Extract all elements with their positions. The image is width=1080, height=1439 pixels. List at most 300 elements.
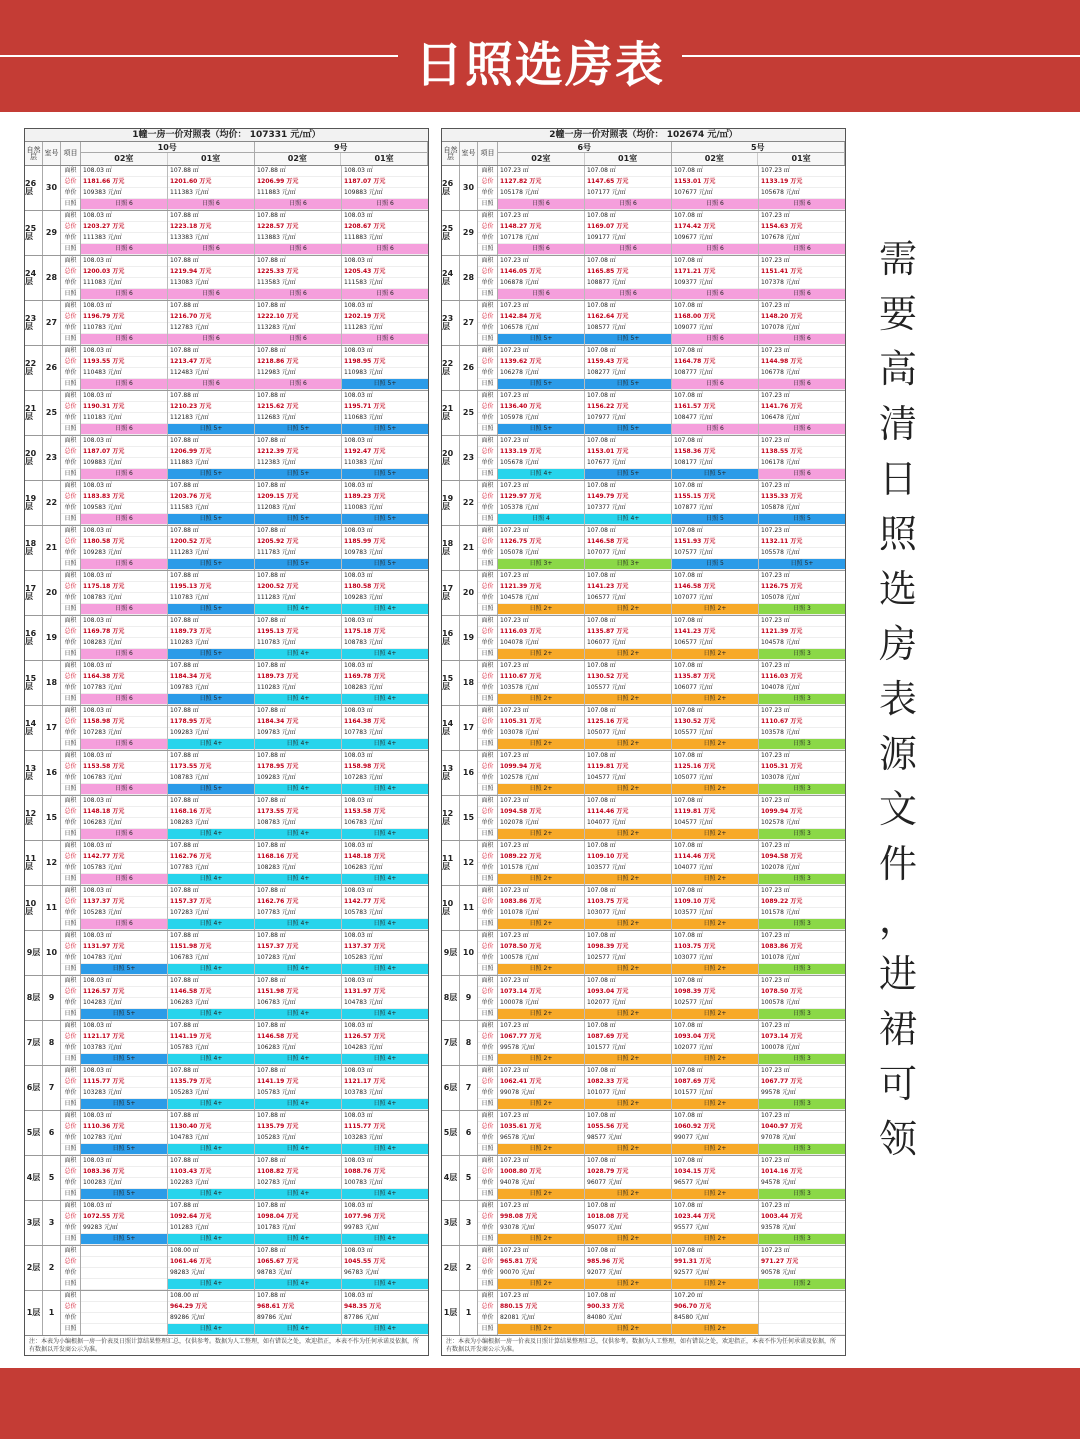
room-number: 28 bbox=[460, 256, 478, 300]
price-value: 1162.76 万元 bbox=[255, 897, 341, 908]
sun-label: 日照 bbox=[478, 514, 497, 525]
area-label: 面积 bbox=[478, 256, 497, 267]
area-value: 107.23 ㎡ bbox=[759, 211, 845, 222]
unit-price-value: 112983 元/㎡ bbox=[255, 368, 341, 379]
unit-cells bbox=[498, 481, 845, 525]
unit-price-value: 103578 元/㎡ bbox=[759, 728, 845, 739]
unit-price-value: 104783 元/㎡ bbox=[81, 953, 167, 964]
price-value: 1162.64 万元 bbox=[585, 312, 671, 323]
floor-label: 20层 bbox=[442, 436, 460, 480]
unit-cell bbox=[585, 796, 672, 840]
unit-cell bbox=[585, 481, 672, 525]
building-2-price-table bbox=[441, 128, 846, 1356]
unit-price-value: 100078 元/㎡ bbox=[498, 998, 584, 1009]
price-value: 1109.10 万元 bbox=[585, 852, 671, 863]
row-item-labels bbox=[478, 1246, 498, 1290]
unit-cell bbox=[759, 1201, 845, 1245]
room-number: 7 bbox=[43, 1066, 61, 1110]
floor-label: 21层 bbox=[442, 391, 460, 435]
unit-cells bbox=[498, 166, 845, 210]
price-value: 1141.23 万元 bbox=[672, 627, 758, 638]
area-value: 108.03 ㎡ bbox=[342, 346, 428, 357]
area-value: 108.03 ㎡ bbox=[342, 706, 428, 717]
area-value: 107.23 ㎡ bbox=[498, 796, 584, 807]
area-value: 107.88 ㎡ bbox=[255, 166, 341, 177]
unit-cell bbox=[672, 481, 759, 525]
room-number: 23 bbox=[460, 436, 478, 480]
price-label: 总价 bbox=[61, 762, 80, 773]
sun-hours-badge: 日照 2+ bbox=[585, 964, 671, 975]
unit-price-value: 106283 元/㎡ bbox=[342, 863, 428, 874]
area-label: 面积 bbox=[61, 661, 80, 672]
sun-hours-badge: 日照 6 bbox=[672, 199, 758, 210]
price-value: 1164.38 万元 bbox=[81, 672, 167, 683]
price-value: 1146.58 万元 bbox=[585, 537, 671, 548]
price-value: 1087.69 万元 bbox=[585, 1032, 671, 1043]
table-title: 1幢一房一价对照表（均价： 107331 元/㎡） bbox=[25, 129, 428, 142]
price-value: 1151.41 万元 bbox=[759, 267, 845, 278]
unit-price-value: 109283 元/㎡ bbox=[168, 728, 254, 739]
price-label: 总价 bbox=[61, 1257, 80, 1268]
row-item-labels bbox=[478, 661, 498, 705]
price-value: 1055.56 万元 bbox=[585, 1122, 671, 1133]
price-value: 1157.37 万元 bbox=[168, 897, 254, 908]
unit-price-value: 109177 元/㎡ bbox=[585, 233, 671, 244]
unit-cells bbox=[81, 751, 428, 795]
row-item-labels bbox=[61, 571, 81, 615]
unit-cell bbox=[342, 166, 428, 210]
sun-hours-badge: 日照 5+ bbox=[168, 469, 254, 480]
unit-price-value: 109077 元/㎡ bbox=[672, 323, 758, 334]
sun-hours-badge: 日照 6 bbox=[81, 199, 167, 210]
area-value: 107.08 ㎡ bbox=[672, 526, 758, 537]
room-number: 30 bbox=[460, 166, 478, 210]
sun-hours-badge: 日照 6 bbox=[168, 379, 254, 390]
unit-cells bbox=[498, 436, 845, 480]
unit-headers bbox=[255, 153, 428, 165]
room-number: 10 bbox=[460, 931, 478, 975]
price-value: 1141.19 万元 bbox=[255, 1077, 341, 1088]
price-value: 1045.55 万元 bbox=[342, 1257, 428, 1268]
room-number: 1 bbox=[460, 1291, 478, 1335]
header-divider-right bbox=[682, 55, 1080, 57]
price-value: 1103.75 万元 bbox=[585, 897, 671, 908]
sun-hours-badge: 日照 6 bbox=[81, 289, 167, 300]
row-item-labels bbox=[61, 931, 81, 975]
unit-price-value: 106783 元/㎡ bbox=[168, 953, 254, 964]
floor-row bbox=[442, 301, 845, 346]
unit-price-value: 103078 元/㎡ bbox=[498, 728, 584, 739]
unit-cell bbox=[81, 256, 168, 300]
price-value: 1158.36 万元 bbox=[672, 447, 758, 458]
area-label: 面积 bbox=[61, 481, 80, 492]
sun-hours-badge: 日照 5+ bbox=[81, 964, 167, 975]
price-label: 总价 bbox=[478, 537, 497, 548]
unit-price-value: 107283 元/㎡ bbox=[342, 773, 428, 784]
price-label: 总价 bbox=[61, 1077, 80, 1088]
unit-price-value: 110183 元/㎡ bbox=[81, 413, 167, 424]
table-title: 2幢一房一价对照表（均价： 102674 元/㎡） bbox=[442, 129, 845, 142]
sun-hours-badge: 日照 2+ bbox=[585, 874, 671, 885]
unit-cells bbox=[81, 346, 428, 390]
sun-label: 日照 bbox=[61, 1279, 80, 1290]
price-value: 1169.78 万元 bbox=[342, 672, 428, 683]
price-value: 1094.58 万元 bbox=[498, 807, 584, 818]
unit-price-value: 99578 元/㎡ bbox=[498, 1043, 584, 1054]
row-item-labels bbox=[61, 256, 81, 300]
unit-price-value: 104283 元/㎡ bbox=[81, 998, 167, 1009]
floor-col-header: 自然层 bbox=[442, 142, 460, 165]
sun-hours-badge: 日照 6 bbox=[585, 244, 671, 255]
unit-price-value: 108283 元/㎡ bbox=[168, 818, 254, 829]
row-item-labels bbox=[61, 661, 81, 705]
sun-label: 日照 bbox=[478, 964, 497, 975]
area-value: 107.88 ㎡ bbox=[168, 1201, 254, 1212]
sun-hours-badge: 日照 4+ bbox=[342, 694, 428, 705]
sun-hours-badge: 日照 5+ bbox=[168, 514, 254, 525]
unit-price-value: 107783 元/㎡ bbox=[168, 863, 254, 874]
area-value: 108.03 ㎡ bbox=[342, 796, 428, 807]
area-label: 面积 bbox=[478, 1156, 497, 1167]
floor-label: 24层 bbox=[442, 256, 460, 300]
floor-row bbox=[25, 751, 428, 796]
sun-hours-badge: 日照 4+ bbox=[342, 1234, 428, 1245]
sun-hours-badge: 日照 5+ bbox=[168, 424, 254, 435]
room-number: 18 bbox=[43, 661, 61, 705]
sun-hours-badge: 日照 2+ bbox=[672, 1099, 758, 1110]
unit-price-value: 109883 元/㎡ bbox=[81, 458, 167, 469]
area-value: 107.23 ㎡ bbox=[498, 571, 584, 582]
unit-cell bbox=[585, 751, 672, 795]
sun-hours-badge: 日照 5+ bbox=[168, 784, 254, 795]
price-value: 1089.22 万元 bbox=[759, 897, 845, 908]
unit-cell bbox=[255, 301, 342, 345]
sun-label: 日照 bbox=[61, 334, 80, 345]
area-value: 107.88 ㎡ bbox=[168, 391, 254, 402]
price-value: 1219.94 万元 bbox=[168, 267, 254, 278]
unit-price-value: 104078 元/㎡ bbox=[759, 683, 845, 694]
unit-cell bbox=[585, 211, 672, 255]
unit-price-value: 106278 元/㎡ bbox=[498, 368, 584, 379]
price-value: 1098.04 万元 bbox=[255, 1212, 341, 1223]
price-value: 1077.96 万元 bbox=[342, 1212, 428, 1223]
row-item-labels bbox=[61, 436, 81, 480]
area-value: 107.23 ㎡ bbox=[759, 301, 845, 312]
area-value: 108.03 ㎡ bbox=[81, 1111, 167, 1122]
area-label: 面积 bbox=[478, 211, 497, 222]
area-value: 107.08 ㎡ bbox=[672, 391, 758, 402]
row-item-labels bbox=[61, 796, 81, 840]
unit-cell bbox=[342, 1291, 428, 1335]
unit-price-value: 104077 元/㎡ bbox=[585, 818, 671, 829]
sun-hours-badge: 日照 2+ bbox=[672, 829, 758, 840]
sun-hours-badge: 日照 6 bbox=[759, 199, 845, 210]
area-value: 107.08 ㎡ bbox=[585, 1291, 671, 1302]
unit-price-value: 107078 元/㎡ bbox=[759, 323, 845, 334]
area-value: 107.88 ㎡ bbox=[255, 481, 341, 492]
unit-price-label: 单价 bbox=[478, 368, 497, 379]
area-value: 108.03 ㎡ bbox=[81, 706, 167, 717]
price-value: 1144.98 万元 bbox=[759, 357, 845, 368]
price-value: 1093.04 万元 bbox=[672, 1032, 758, 1043]
sun-hours-badge: 日照 4+ bbox=[342, 874, 428, 885]
area-value: 108.03 ㎡ bbox=[342, 886, 428, 897]
area-value: 108.03 ㎡ bbox=[81, 1156, 167, 1167]
unit-cell bbox=[498, 1066, 585, 1110]
unit-price-label: 单价 bbox=[61, 233, 80, 244]
unit-price-value: 106283 元/㎡ bbox=[255, 1043, 341, 1054]
room-number: 6 bbox=[460, 1111, 478, 1155]
sun-hours-badge: 日照 5+ bbox=[342, 379, 428, 390]
unit-price-value: 105077 元/㎡ bbox=[585, 728, 671, 739]
room-number: 29 bbox=[460, 211, 478, 255]
building-header bbox=[255, 142, 429, 165]
sun-hours-badge: 日照 4+ bbox=[342, 1009, 428, 1020]
unit-cell bbox=[585, 301, 672, 345]
area-value: 108.03 ㎡ bbox=[81, 931, 167, 942]
price-label: 总价 bbox=[61, 267, 80, 278]
area-label: 面积 bbox=[61, 796, 80, 807]
area-label: 面积 bbox=[478, 1246, 497, 1257]
unit-price-value: 111283 元/㎡ bbox=[342, 323, 428, 334]
unit-cell bbox=[168, 1156, 255, 1200]
sun-hours-badge: 日照 2+ bbox=[672, 874, 758, 885]
row-item-labels bbox=[61, 1111, 81, 1155]
unit-price-value: 105078 元/㎡ bbox=[759, 593, 845, 604]
unit-price-value: 111783 元/㎡ bbox=[255, 548, 341, 559]
sun-hours-badge: 日照 4+ bbox=[255, 874, 341, 885]
unit-cell bbox=[342, 346, 428, 390]
unit-cell bbox=[759, 1066, 845, 1110]
floor-label: 16层 bbox=[25, 616, 43, 660]
unit-price-value: 108783 元/㎡ bbox=[342, 638, 428, 649]
sun-hours-badge: 日照 5+ bbox=[585, 334, 671, 345]
area-label: 面积 bbox=[61, 1156, 80, 1167]
area-label: 面积 bbox=[478, 1111, 497, 1122]
sun-label: 日照 bbox=[478, 1189, 497, 1200]
unit-cell bbox=[498, 571, 585, 615]
area-value: 108.03 ㎡ bbox=[81, 481, 167, 492]
floor-label: 21层 bbox=[25, 391, 43, 435]
price-value: 1116.03 万元 bbox=[759, 672, 845, 683]
floor-label: 2层 bbox=[25, 1246, 43, 1290]
sun-hours-badge: 日照 2+ bbox=[498, 919, 584, 930]
sun-hours-badge: 日照 4+ bbox=[168, 1099, 254, 1110]
area-label: 面积 bbox=[478, 301, 497, 312]
unit-price-value: 92077 元/㎡ bbox=[585, 1268, 671, 1279]
unit-cell bbox=[342, 1201, 428, 1245]
price-label: 总价 bbox=[61, 897, 80, 908]
unit-cell bbox=[342, 1156, 428, 1200]
unit-price-label: 单价 bbox=[478, 1268, 497, 1279]
unit-price-label: 单价 bbox=[61, 1133, 80, 1144]
unit-cells bbox=[498, 1156, 845, 1200]
room-number: 6 bbox=[43, 1111, 61, 1155]
price-value: 1083.86 万元 bbox=[498, 897, 584, 908]
unit-cell bbox=[759, 1246, 845, 1290]
area-value: 107.88 ㎡ bbox=[255, 256, 341, 267]
area-label: 面积 bbox=[478, 841, 497, 852]
unit-headers bbox=[498, 153, 671, 165]
price-value: 1132.11 万元 bbox=[759, 537, 845, 548]
sun-hours-badge: 日照 4+ bbox=[255, 919, 341, 930]
area-value: 107.08 ㎡ bbox=[585, 976, 671, 987]
area-label: 面积 bbox=[61, 211, 80, 222]
unit-cell bbox=[168, 301, 255, 345]
row-item-labels bbox=[478, 436, 498, 480]
sun-hours-badge: 日照 6 bbox=[81, 874, 167, 885]
unit-cell bbox=[672, 706, 759, 750]
unit-price-value: 111283 元/㎡ bbox=[168, 548, 254, 559]
price-value: 1181.66 万元 bbox=[81, 177, 167, 188]
price-value: 1014.16 万元 bbox=[759, 1167, 845, 1178]
unit-cell bbox=[342, 796, 428, 840]
unit-cell bbox=[168, 571, 255, 615]
unit-price-value: 90578 元/㎡ bbox=[759, 1268, 845, 1279]
unit-cells bbox=[498, 1066, 845, 1110]
floor-row bbox=[25, 391, 428, 436]
unit-cell bbox=[672, 1156, 759, 1200]
sun-hours-badge: 日照 4+ bbox=[168, 1009, 254, 1020]
price-value: 1129.97 万元 bbox=[498, 492, 584, 503]
area-value: 107.08 ㎡ bbox=[672, 886, 758, 897]
price-value: 948.35 万元 bbox=[342, 1302, 428, 1313]
unit-cell bbox=[672, 166, 759, 210]
unit-cell bbox=[498, 391, 585, 435]
promo-char: 清 bbox=[878, 402, 917, 446]
unit-price-value: 100578 元/㎡ bbox=[498, 953, 584, 964]
area-value: 108.03 ㎡ bbox=[342, 256, 428, 267]
room-number: 28 bbox=[43, 256, 61, 300]
unit-cell bbox=[342, 1111, 428, 1155]
promo-char: 日 bbox=[878, 457, 917, 501]
unit-cell bbox=[255, 166, 342, 210]
room-number: 5 bbox=[43, 1156, 61, 1200]
price-value: 1146.58 万元 bbox=[168, 987, 254, 998]
price-value: 1121.39 万元 bbox=[759, 627, 845, 638]
sun-hours-badge: 日照 6 bbox=[81, 334, 167, 345]
unit-price-value: 93578 元/㎡ bbox=[759, 1223, 845, 1234]
unit-cell bbox=[81, 391, 168, 435]
unit-cell bbox=[759, 1291, 845, 1335]
area-value: 107.88 ㎡ bbox=[168, 886, 254, 897]
unit-cell bbox=[81, 1156, 168, 1200]
room-number: 1 bbox=[43, 1291, 61, 1335]
promo-char: 要 bbox=[878, 292, 917, 336]
unit-cell bbox=[255, 1291, 342, 1335]
unit-label: 01室 bbox=[791, 154, 811, 163]
sun-hours-badge: 日照 2+ bbox=[585, 829, 671, 840]
price-value: 1151.98 万元 bbox=[168, 942, 254, 953]
sun-hours-badge: 日照 6 bbox=[168, 334, 254, 345]
unit-price-value: 109677 元/㎡ bbox=[672, 233, 758, 244]
sun-hours-badge: 日照 4+ bbox=[342, 964, 428, 975]
price-value: 1158.98 万元 bbox=[342, 762, 428, 773]
sun-hours-badge: 日照 3 bbox=[759, 604, 845, 615]
price-value: 1087.69 万元 bbox=[672, 1077, 758, 1088]
area-value: 108.03 ㎡ bbox=[342, 301, 428, 312]
area-value: 107.88 ㎡ bbox=[255, 571, 341, 582]
price-label: 总价 bbox=[478, 1212, 497, 1223]
area-value: 108.03 ㎡ bbox=[81, 166, 167, 177]
price-value: 1169.78 万元 bbox=[81, 627, 167, 638]
sun-hours-badge: 日照 6 bbox=[759, 289, 845, 300]
unit-price-value: 106878 元/㎡ bbox=[498, 278, 584, 289]
unit-price-value: 108783 元/㎡ bbox=[168, 773, 254, 784]
unit-cells bbox=[498, 751, 845, 795]
area-value: 107.88 ㎡ bbox=[255, 841, 341, 852]
sun-hours-badge: 日照 2+ bbox=[585, 1279, 671, 1290]
row-item-labels bbox=[61, 751, 81, 795]
row-item-labels bbox=[61, 1246, 81, 1290]
sun-hours-badge: 日照 4+ bbox=[168, 1279, 254, 1290]
floor-col-header: 自然层 bbox=[25, 142, 43, 165]
unit-price-value: 103577 元/㎡ bbox=[585, 863, 671, 874]
unit-price-value: 108577 元/㎡ bbox=[585, 323, 671, 334]
price-value: 1137.37 万元 bbox=[81, 897, 167, 908]
price-value: 1213.47 万元 bbox=[168, 357, 254, 368]
area-value: 107.88 ㎡ bbox=[255, 526, 341, 537]
price-value: 1110.67 万元 bbox=[759, 717, 845, 728]
sun-hours-badge: 日照 5+ bbox=[168, 694, 254, 705]
area-value: 107.88 ㎡ bbox=[168, 301, 254, 312]
price-label: 总价 bbox=[61, 177, 80, 188]
sun-hours-badge: 日照 2+ bbox=[585, 1009, 671, 1020]
unit-price-value: 103283 元/㎡ bbox=[81, 1088, 167, 1099]
unit-price-label: 单价 bbox=[61, 863, 80, 874]
table-header-row bbox=[25, 142, 428, 166]
row-item-labels bbox=[61, 616, 81, 660]
floor-row bbox=[442, 1156, 845, 1201]
price-label: 总价 bbox=[478, 267, 497, 278]
promo-char: 源 bbox=[878, 732, 917, 776]
price-value: 1146.05 万元 bbox=[498, 267, 584, 278]
price-value: 1189.73 万元 bbox=[255, 672, 341, 683]
area-value: 107.08 ㎡ bbox=[672, 256, 758, 267]
price-value: 1147.65 万元 bbox=[585, 177, 671, 188]
area-label: 面积 bbox=[61, 436, 80, 447]
sun-hours-badge: 日照 4+ bbox=[168, 829, 254, 840]
price-value: 1099.94 万元 bbox=[759, 807, 845, 818]
price-value: 1164.78 万元 bbox=[672, 357, 758, 368]
area-value: 108.03 ㎡ bbox=[342, 976, 428, 987]
area-value: 108.03 ㎡ bbox=[342, 1201, 428, 1212]
unit-cell bbox=[498, 1246, 585, 1290]
floor-label: 4层 bbox=[442, 1156, 460, 1200]
sun-label: 日照 bbox=[61, 1234, 80, 1245]
unit-cell bbox=[759, 796, 845, 840]
floor-row bbox=[442, 346, 845, 391]
unit-cell bbox=[672, 571, 759, 615]
floor-row bbox=[25, 796, 428, 841]
unit-price-label: 单价 bbox=[478, 638, 497, 649]
area-value: 107.23 ㎡ bbox=[759, 481, 845, 492]
unit-cells bbox=[81, 976, 428, 1020]
unit-price-value: 107677 元/㎡ bbox=[585, 458, 671, 469]
unit-cell bbox=[81, 1291, 168, 1335]
unit-cell bbox=[585, 1021, 672, 1065]
price-value: 1156.22 万元 bbox=[585, 402, 671, 413]
unit-cell bbox=[255, 976, 342, 1020]
area-label: 面积 bbox=[61, 886, 80, 897]
sun-hours-badge: 日照 6 bbox=[81, 604, 167, 615]
area-value: 107.08 ㎡ bbox=[585, 1246, 671, 1257]
sun-label: 日照 bbox=[61, 1324, 80, 1335]
area-value: 107.88 ㎡ bbox=[255, 391, 341, 402]
sun-hours-badge: 日照 4+ bbox=[168, 1054, 254, 1065]
price-value: 1193.55 万元 bbox=[81, 357, 167, 368]
sun-hours-badge: 日照 2+ bbox=[498, 1054, 584, 1065]
